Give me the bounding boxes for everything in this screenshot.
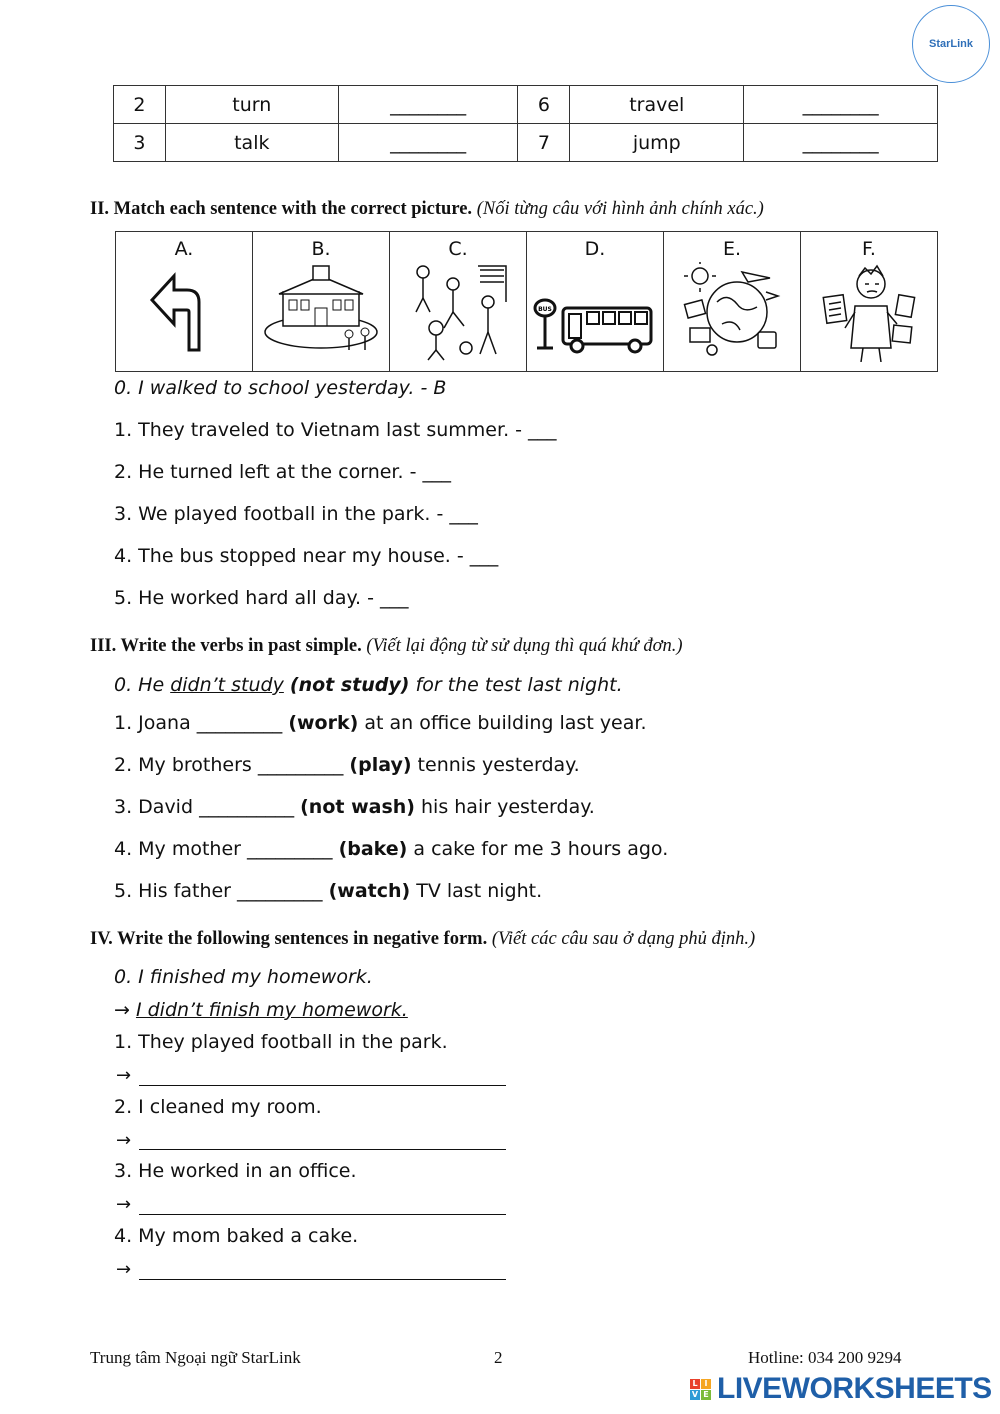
liveworksheets-logo	[690, 1372, 992, 1406]
arrow-icon: →	[114, 999, 130, 1021]
school-icon	[261, 262, 381, 354]
negative-example: 0. I finished my homework.	[114, 966, 373, 988]
section-3-title: III. Write the verbs in past simple. (Viết lại động từ sử dụng thì quá khứ đơn.)	[90, 636, 683, 656]
row-number: 2	[114, 86, 166, 124]
verb-cell: talk	[165, 124, 338, 162]
match-item-5[interactable]: 5. He worked hard all day. - ___	[114, 587, 409, 609]
answer-line-1[interactable]	[139, 1085, 506, 1086]
verb-cell: travel	[570, 86, 744, 124]
liveworksheets-wordmark: LIVEWORKSHEETS	[717, 1372, 992, 1405]
verb-cell: turn	[165, 86, 338, 124]
answer-blank[interactable]: ________	[744, 86, 938, 124]
negative-item-3: 3. He worked in an office.	[114, 1160, 357, 1182]
row-number: 7	[518, 124, 570, 162]
bus-stop-icon	[533, 262, 657, 354]
answer-blank[interactable]: ________	[338, 86, 518, 124]
negative-item-4: 4. My mom baked a cake.	[114, 1225, 359, 1247]
section-4-title: IV. Write the following sentences in negative form. (Viết các câu sau ở dạng phủ định.)	[90, 929, 756, 949]
table-row	[114, 86, 938, 124]
page-number: 2	[494, 1348, 503, 1367]
verb-cell: jump	[570, 124, 744, 162]
past-simple-item-1[interactable]: 1. Joana _________ (work) at an office building last year.	[114, 712, 647, 734]
answer-blank[interactable]: ________	[338, 124, 518, 162]
bus-sign-text: BUS	[538, 306, 552, 313]
arrow-icon: →	[116, 1194, 132, 1215]
picture-cell-e: E.	[664, 232, 801, 372]
picture-cell-f: F.	[801, 232, 938, 372]
answer-line-2[interactable]	[139, 1149, 506, 1150]
picture-cell-a: A.	[116, 232, 253, 372]
live-badge-icon: L I V E	[690, 1379, 711, 1400]
row-number: 6	[518, 86, 570, 124]
row-number: 3	[114, 124, 166, 162]
section-2-title: II. Match each sentence with the correct picture. (Nối từng câu với hình ảnh chính xác.)	[90, 199, 764, 219]
answer-line-3[interactable]	[139, 1214, 506, 1215]
arrow-icon: →	[116, 1259, 132, 1280]
negative-item-2: 2. I cleaned my room.	[114, 1096, 322, 1118]
picture-table	[115, 231, 938, 372]
arrow-icon: →	[116, 1130, 132, 1151]
footer-center-name: Trung tâm Ngoại ngữ StarLink	[90, 1348, 301, 1367]
match-example: 0. I walked to school yesterday. - B	[114, 377, 447, 399]
negative-example-answer: → I didn’t finish my homework.	[114, 999, 408, 1021]
match-item-1[interactable]: 1. They traveled to Vietnam last summer. - ___	[114, 419, 557, 441]
past-simple-example: 0. He didn’t study (not study) for the test last night.	[114, 674, 623, 696]
travel-globe-icon	[682, 262, 782, 358]
tired-worker-icon	[819, 262, 919, 362]
match-item-3[interactable]: 3. We played football in the park. - ___	[114, 503, 478, 525]
children-football-icon	[408, 262, 508, 362]
negative-item-1: 1. They played football in the park.	[114, 1031, 448, 1053]
past-simple-item-3[interactable]: 3. David __________ (not wash) his hair yesterday.	[114, 796, 595, 818]
verb-table	[113, 85, 938, 162]
footer-hotline: Hotline: 034 200 9294	[748, 1348, 902, 1367]
match-item-2[interactable]: 2. He turned left at the corner. - ___	[114, 461, 451, 483]
past-simple-item-2[interactable]: 2. My brothers _________ (play) tennis yesterday.	[114, 754, 580, 776]
starlink-logo: StarLink	[912, 5, 990, 83]
table-row	[114, 124, 938, 162]
turn-left-arrow-icon	[144, 262, 224, 352]
answer-blank[interactable]: ________	[744, 124, 938, 162]
picture-cell-c: C.	[390, 232, 527, 372]
answer-line-4[interactable]	[139, 1279, 506, 1280]
picture-cell-d: D. BUS	[527, 232, 664, 372]
match-item-4[interactable]: 4. The bus stopped near my house. - ___	[114, 545, 499, 567]
past-simple-item-5[interactable]: 5. His father _________ (watch) TV last night.	[114, 880, 543, 902]
picture-cell-b: B.	[253, 232, 390, 372]
arrow-icon: →	[116, 1065, 132, 1086]
past-simple-item-4[interactable]: 4. My mother _________ (bake) a cake for me 3 hours ago.	[114, 838, 669, 860]
